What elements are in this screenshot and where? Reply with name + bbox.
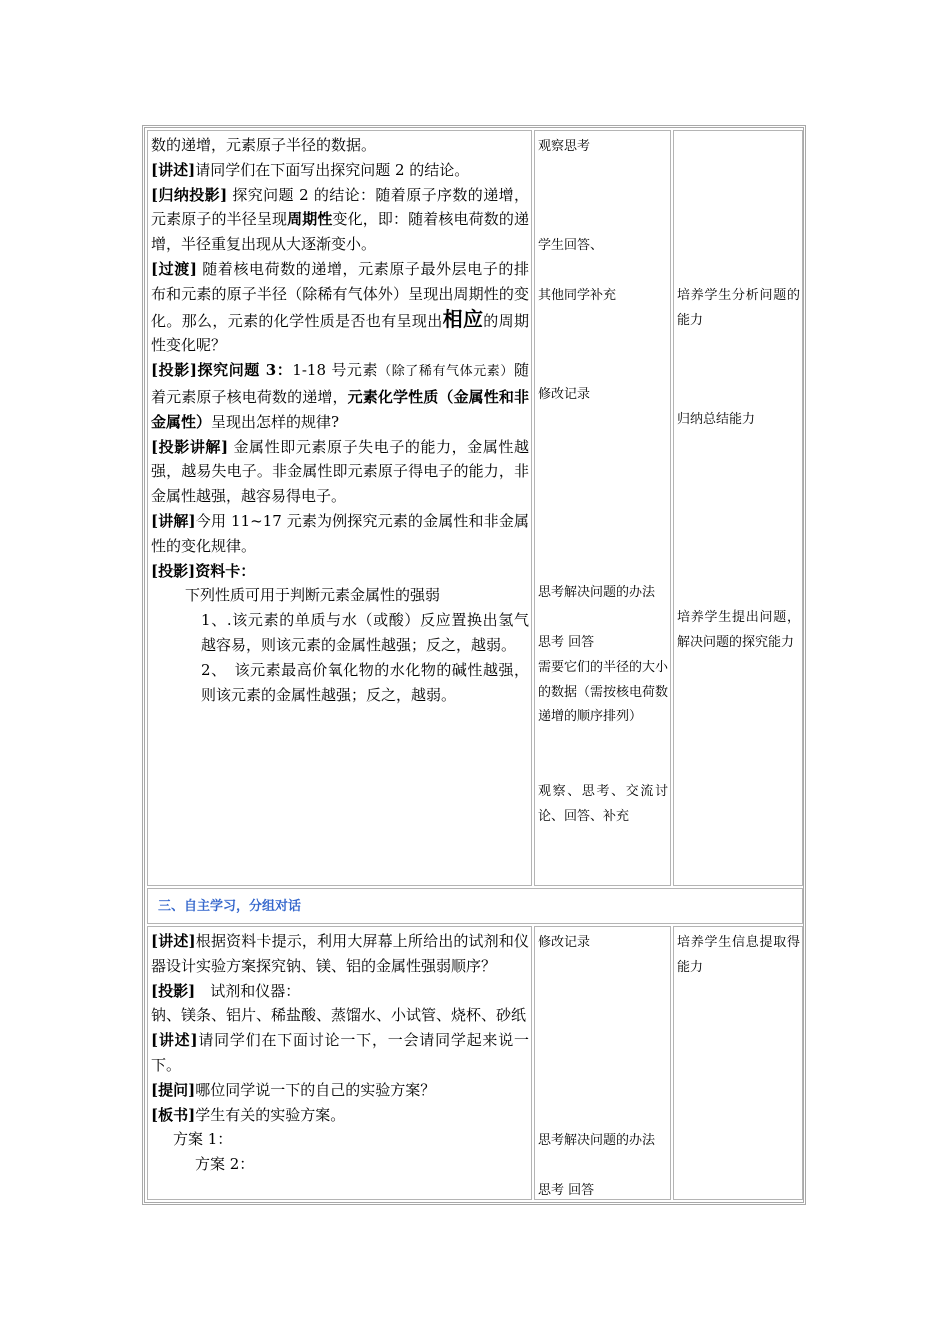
list-item: 思考解决问题的办法 (538, 1133, 656, 1149)
paragraph: 钠、镁条、铝片、稀盐酸、蒸馏水、小试管、烧杯、砂纸 (151, 1006, 527, 1025)
list-item: 归纳总结能力 (677, 411, 756, 427)
paragraph: 下列性质可用于判断元素金属性的强弱 (185, 586, 441, 605)
paragraph: [投影]探究问题 3：1-18 号元素（除了稀有气体元素）随着元素原子核电荷数的递增，元素化学性质（金属性和非金属性）呈现出怎样的规律? (151, 361, 529, 431)
list-item: 观察思考 (538, 139, 591, 154)
paragraph: [过渡] 随着核电荷数的递增，元素原子最外层电子的排布和元素的原子半径（除稀有气体外）呈现出周期性的变化。那么，元素的化学性质是否也有呈现出相应的周期性变化呢？ (151, 259, 529, 355)
paragraph: [投影讲解] 金属性即元素原子失电子的能力，金属性越强，越易失电子。非金属性即元素原子得电子的能力，非金属性越强，越容易得电子。 (151, 437, 529, 506)
list-item: 培养学生分析问题的能力 (677, 287, 800, 328)
list-item: 培养学生信息提取得能力 (677, 935, 800, 975)
paragraph: [讲解]今用 11~17 元素为例探究元素的金属性和非金属性的变化规律。 (151, 511, 529, 555)
list-item: 需要它们的半径的大小的数据（需按核电荷数递增的顺序排列） (538, 659, 669, 725)
section-header (147, 888, 803, 924)
row2-teacher-cell (147, 926, 532, 1200)
row1-intent-cell (673, 130, 803, 886)
row1-student-cell (534, 130, 671, 886)
row1-teacher-cell (147, 130, 532, 886)
list-item: 1、.该元素的单质与水（或酸）反应置换出氢气越容易，则该元素的金属性越强；反之，越弱。 (201, 611, 529, 654)
list-item: 2、 该元素最高价氧化物的水化物的碱性越强，则该元素的金属性越强；反之，越弱。 (201, 660, 529, 704)
paragraph: 方案 1： (173, 1130, 233, 1149)
row2-student-cell (534, 926, 671, 1200)
section-title: 三、自主学习，分组对话 (158, 899, 302, 914)
lesson-table (142, 125, 806, 1205)
list-item: 学生回答、 (538, 238, 604, 254)
list-item: 修改记录 (538, 386, 591, 402)
list-item: 观察、思考、交流讨论、回答、补充 (538, 783, 668, 824)
paragraph: [讲述]根据资料卡提示，利用大屏幕上所给出的试剂和仪器设计实验方案探究钠、镁、铝的金属性强弱顺序？ (151, 932, 529, 975)
list-item: 修改记录 (538, 935, 591, 950)
list-item: 思考 回答 (538, 1182, 595, 1198)
paragraph: 数的递增，元素原子半径的数据。 (151, 136, 377, 154)
paragraph: [讲述]请同学们在下面讨论一下，一会请同学起来说一下。 (151, 1031, 529, 1074)
list-item: 思考解决问题的办法 (538, 585, 656, 601)
row2-intent-cell (673, 926, 803, 1200)
paragraph: [归纳投影] 探究问题 2 的结论：随着原子序数的递增，元素原子的半径呈现周期性变化，即：随着核电荷数的递增，半径重复出现从大逐渐变小。 (151, 185, 529, 254)
paragraph: [投影] 试剂和仪器： (151, 981, 301, 1000)
paragraph: 方案 2： (195, 1155, 255, 1174)
paragraph: [提问]哪位同学说一下的自己的实验方案？ (151, 1080, 436, 1099)
list-item: 其他同学补充 (538, 287, 617, 303)
paragraph: [讲述]请同学们在下面写出探究问题 2 的结论。 (151, 160, 470, 179)
list-item: 培养学生提出问题，解决问题的探究能力 (677, 610, 800, 650)
paragraph: [投影]资料卡： (151, 561, 256, 580)
paragraph: [板书]学生有关的实验方案。 (151, 1105, 346, 1124)
list-item: 思考 回答 (538, 634, 595, 650)
